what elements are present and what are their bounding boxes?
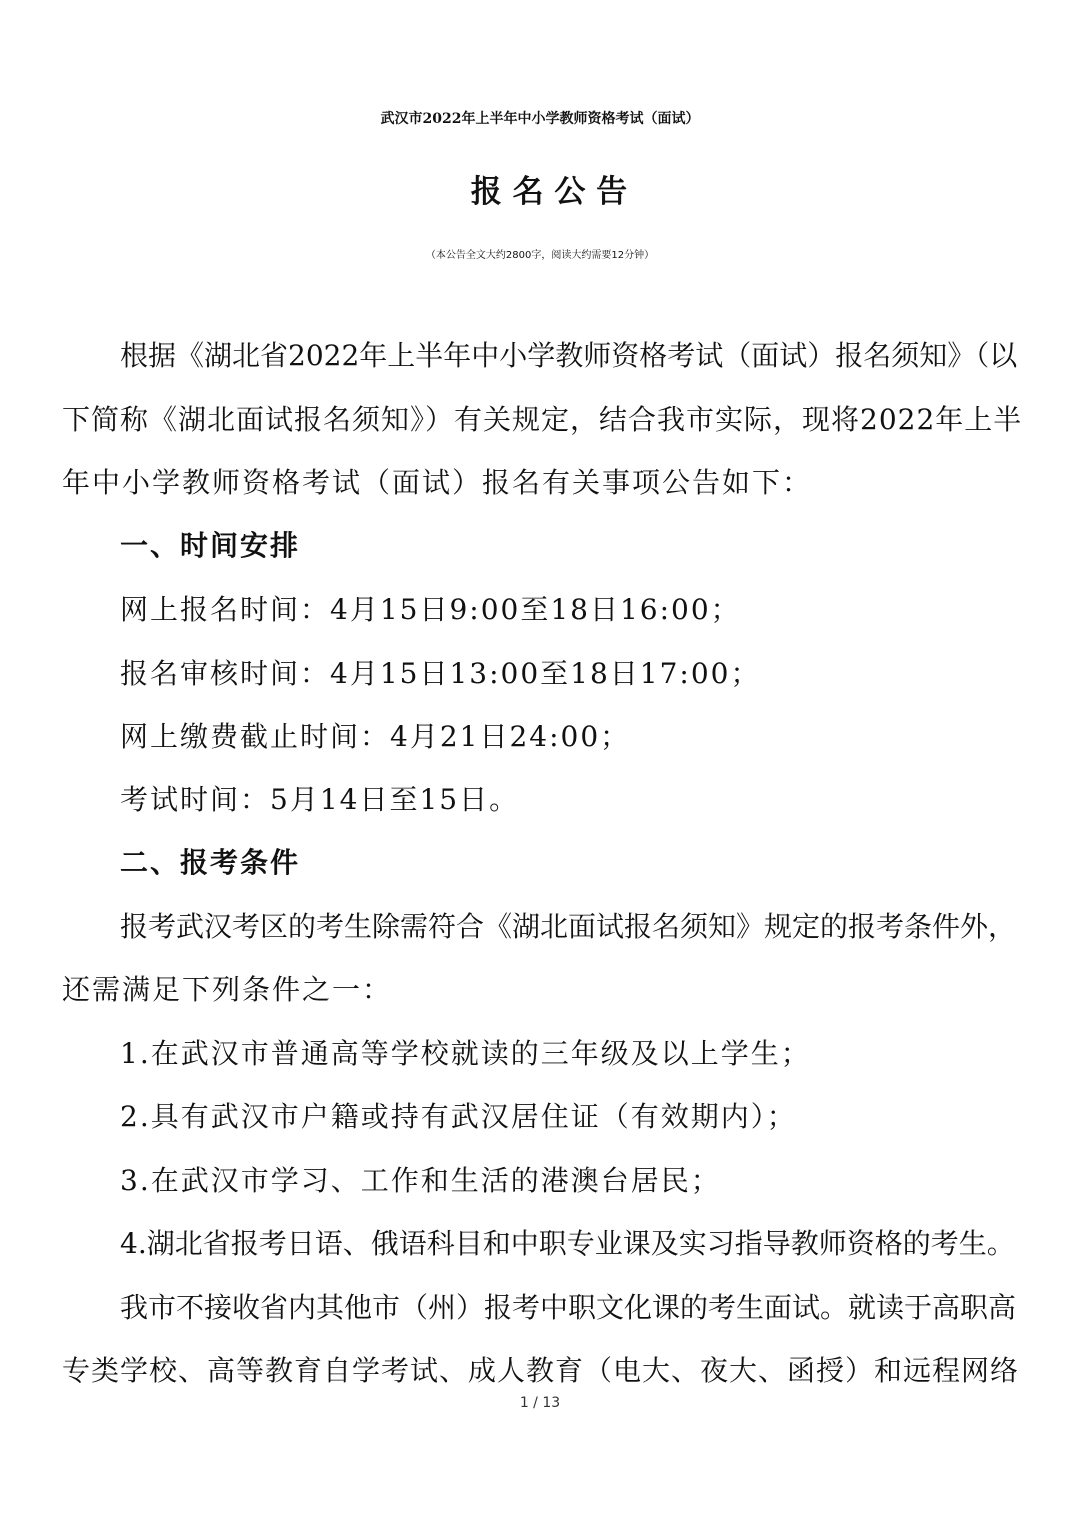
intro-paragraph-line-1: 根据《湖北省2022年上半年中小学教师资格考试（面试）报名须知》（以 [120, 339, 1018, 372]
section-heading-schedule: 一、时间安排 [120, 529, 301, 562]
schedule-item: 网上报名时间：4月15日9:00至18日16:00； [120, 593, 741, 626]
reading-time-note: （本公告全文大约2800字，阅读大约需要12分钟） [425, 250, 655, 261]
intro-paragraph-line-2: 下简称《湖北面试报名须知》）有关规定，结合我市实际，现将2022年上半 [62, 403, 1023, 436]
closing-paragraph-line-2: 专类学校、高等教育自学考试、成人教育（电大、夜大、函授）和远程网络 [62, 1354, 1020, 1387]
condition-item: 3.在武汉市学习、工作和生活的港澳台居民； [120, 1164, 721, 1197]
document-subtitle: 报 名 公 告 [470, 174, 628, 210]
schedule-item: 网上缴费截止时间：4月21日24:00； [120, 720, 631, 753]
section-heading-eligibility: 二、报考条件 [120, 846, 301, 879]
eligibility-intro-line-2: 还需满足下列条件之一： [62, 973, 393, 1006]
intro-paragraph-line-3: 年中小学教师资格考试（面试）报名有关事项公告如下： [62, 466, 813, 499]
schedule-item: 报名审核时间：4月15日13:00至18日17:00； [120, 657, 761, 690]
closing-paragraph-line-1: 我市不接收省内其他市（州）报考中职文化课的考生面试。就读于高职高 [120, 1291, 1017, 1324]
schedule-item: 考试时间：5月14日至15日。 [120, 783, 520, 816]
condition-item: 2.具有武汉市户籍或持有武汉居住证（有效期内）； [120, 1100, 797, 1133]
condition-item: 4.湖北省报考日语、俄语科目和中职专业课及实习指导教师资格的考生。 [120, 1227, 1015, 1260]
eligibility-intro-line-1: 报考武汉考区的考生除需符合《湖北面试报名须知》规定的报考条件外， [120, 910, 1017, 943]
document-title: 武汉市2022年上半年中小学教师资格考试（面试） [380, 111, 700, 127]
page-indicator: 1 / 13 [519, 1395, 561, 1411]
condition-item: 1.在武汉市普通高等学校就读的三年级及以上学生； [120, 1037, 811, 1070]
